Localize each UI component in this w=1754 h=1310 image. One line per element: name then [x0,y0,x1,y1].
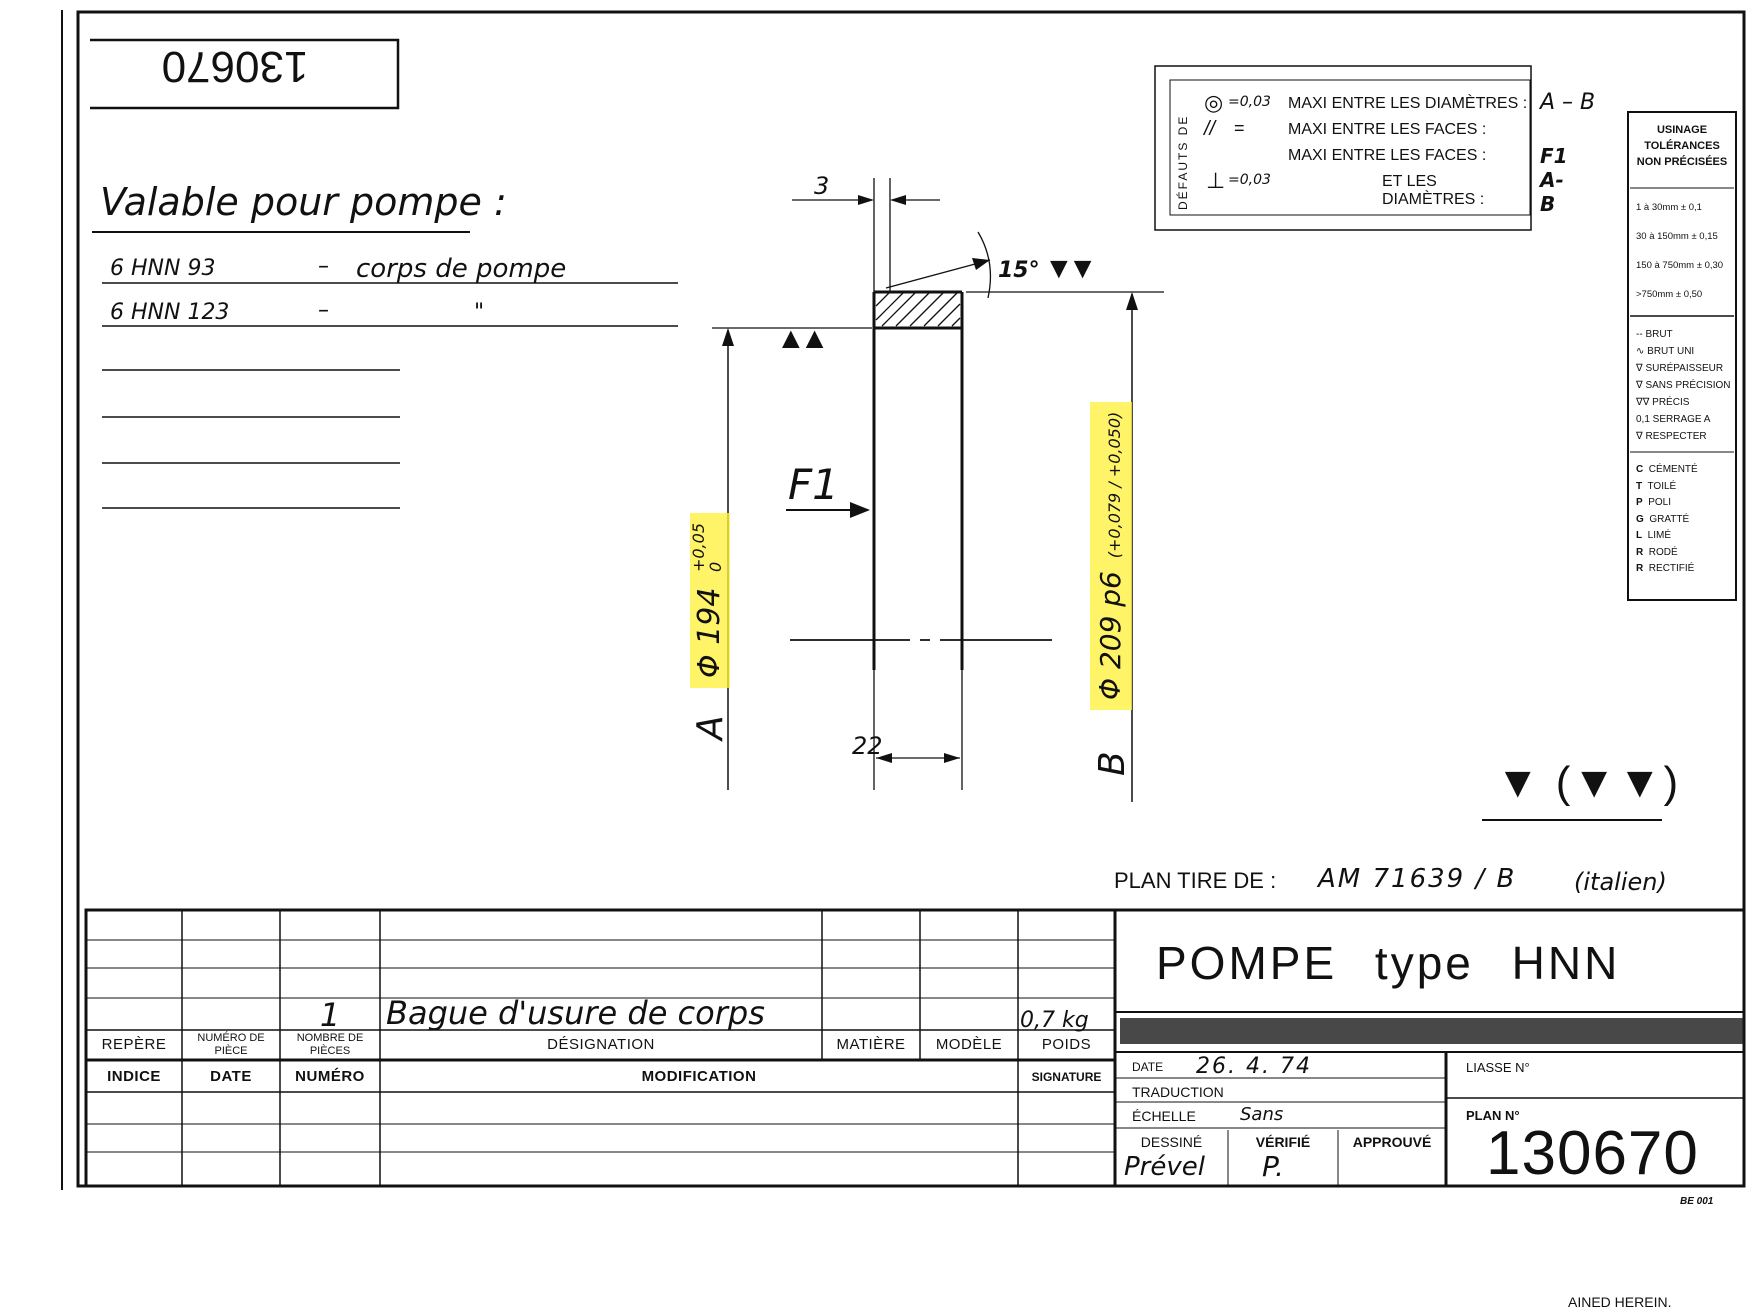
header-date: DATE [210,1068,252,1085]
finish-top-icon: ▼▼ [1044,252,1092,285]
echelle-value: Sans [1240,1104,1284,1125]
header-numero-piece: NUMÉRO DE PIÈCE [197,1032,265,1057]
plan-source-label: PLAN TIRE DE : [1114,868,1277,893]
valid-model-1: 6 HNN 93 [110,256,216,281]
verifie-value: P. [1262,1150,1284,1183]
tolerance-row: >750mm ± 0,50 [1636,289,1703,300]
tolerance-ranges [1636,202,1734,318]
valid-model-2: 6 HNN 123 [110,300,230,325]
defect-ref-4: A-B [1540,168,1564,216]
finish-left-icon: ▲▲ [776,322,824,355]
valid-sep-2: – [318,298,329,323]
parts-designation: Bague d'usure de corps [386,994,765,1032]
finish-legend-item: -- BRUT [1636,329,1673,340]
header-designation: DÉSIGNATION [547,1036,655,1053]
angle-15: 15° [998,258,1040,283]
finish-legend-item: ∇∇ PRÉCIS [1636,397,1690,408]
defects-table [1204,90,1596,216]
concentricity-icon: ◎ [1204,90,1224,115]
date-value: 26. 4. 74 [1196,1054,1312,1079]
defect-text-2: MAXI ENTRE LES FACES : [1288,121,1487,138]
section-hatching [876,292,960,326]
finish-legend-item: ∇ SURÉPAISSEUR [1636,363,1724,374]
process-legend-item: L LIMÉ [1636,530,1672,541]
finish-legend-item: ∇ SANS PRÉCISION [1636,380,1731,391]
finish-legend-item: ∿ BRUT UNI [1636,346,1695,357]
dim-22: 22 [852,732,883,760]
plan-number: 130670 [1486,1119,1699,1188]
defect-value-4: =0,03 [1228,172,1271,188]
defect-value-1: =0,03 [1228,94,1271,110]
finish-legend-item: ∇ RESPECTER [1636,431,1707,442]
process-legend-item: G GRATTÉ [1636,513,1690,525]
header-repere: REPÈRE [101,1036,167,1053]
dia-a-dimension: Φ 194 +0,05 0 [690,513,730,688]
header-indice: INDICE [107,1068,161,1085]
parts-weight: 0,7 kg [1020,1008,1089,1033]
process-legend-item: P POLI [1636,497,1672,508]
dim-3: 3 [814,172,830,200]
liasse-label: LIASSE N° [1466,1060,1530,1075]
tolerance-row: 30 à 150mm ± 0,15 [1636,231,1718,242]
process-legend-item: R RECTIFIÉ [1636,563,1695,574]
defect-text-3: MAXI ENTRE LES FACES : [1288,147,1487,164]
parts-qty: 1 [319,996,341,1034]
valid-desc-1: corps de pompe [356,254,567,284]
dessine-label: DESSINÉ [1140,1134,1203,1150]
valid-desc-2: " [474,300,485,325]
tolerance-row: 150 à 750mm ± 0,30 [1636,260,1724,271]
header-poids: POIDS [1041,1036,1092,1053]
plan-number-label: PLAN N° [1466,1108,1520,1123]
echelle-label: ÉCHELLE [1132,1108,1196,1124]
header-modification: MODIFICATION [641,1068,757,1085]
redacted-company-band [1120,1018,1744,1044]
date-label: DATE [1132,1060,1164,1074]
plan-source-value: AM 71639 / B [1318,864,1517,894]
header-nombre-pieces: NOMBRE DE PIÈCES [296,1032,364,1057]
ref-a-label: A [690,715,731,740]
defect-text-1: MAXI ENTRE LES DIAMÈTRES : [1288,95,1528,112]
defect-value-2: = [1234,118,1245,138]
footer-text: AINED HEREIN. [1568,1294,1672,1310]
defects-side-label: DÉFAUTS DE [1176,114,1190,210]
be-code: BE 001 [1680,1196,1714,1207]
defect-ref-3: F1 [1540,144,1568,168]
dia-b-dimension: Φ 209 p6 (+0,079 / +0,050) [1090,402,1132,710]
valid-sep-1: – [318,254,329,279]
finish-legend-item: 0,1 SERRAGE A [1636,414,1711,425]
general-finish-symbol: ▼ (▼▼) [1496,758,1681,807]
verifie-label: VÉRIFIÉ [1255,1134,1311,1150]
header-matiere: MATIÈRE [836,1036,906,1053]
finish-legend [1636,326,1734,445]
process-legend-item: C CÉMENTÉ [1636,464,1698,475]
defect-text-4: ET LES DIAMÈTRES : [1382,173,1485,208]
process-legend-item: R RODÉ [1636,546,1678,558]
tolerance-row: 1 à 30mm ± 0,1 [1636,202,1702,213]
approuve-label: APPROUVÉ [1352,1134,1432,1150]
plan-source-note: (italien) [1574,868,1667,896]
inverted-drawing-number: 130670 [161,42,309,91]
force-f1-label: F1 [788,460,839,509]
header-numero: NUMÉRO [295,1068,365,1085]
dessine-value: Prével [1124,1152,1205,1182]
perpendicularity-icon: ⊥ [1206,168,1226,193]
valid-for-heading: Valable pour pompe : [100,180,507,224]
header-modele: MODÈLE [935,1036,1003,1053]
defect-ref-1: A – B [1540,90,1596,115]
ref-b-label: B [1092,751,1133,776]
tolerances-title: USINAGE TOLÉRANCES NON PRÉCISÉES [1636,124,1728,168]
header-signature: SIGNATURE [1031,1070,1102,1084]
process-legend [1636,462,1734,578]
title-block-title: POMPE type HNN [1156,937,1621,989]
traduction-label: TRADUCTION [1132,1084,1224,1100]
parallelism-icon: // [1204,118,1216,140]
process-legend-item: T TOILÉ [1636,480,1677,492]
